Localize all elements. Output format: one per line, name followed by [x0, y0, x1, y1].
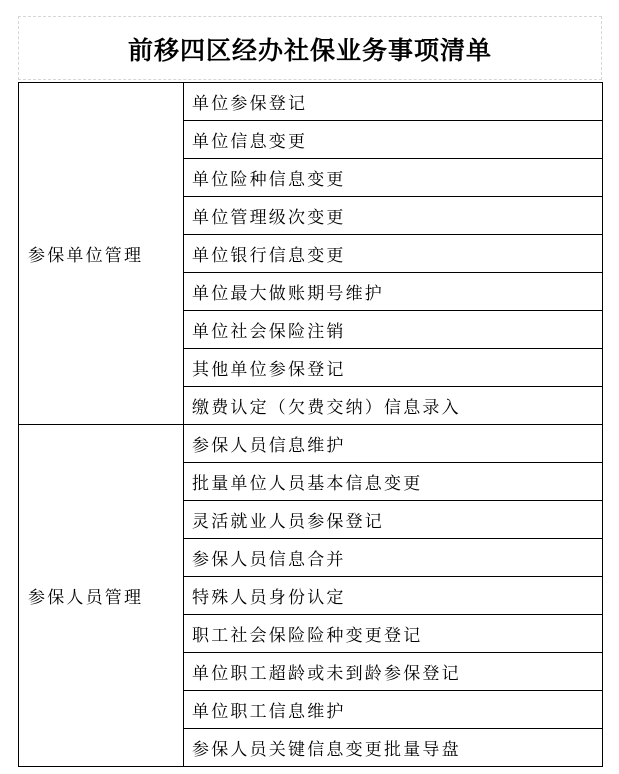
item-cell: 参保人员信息合并: [184, 539, 603, 577]
item-cell: 单位社会保险注销: [184, 311, 603, 349]
service-items-table: [18, 82, 603, 767]
page-title: 前移四区经办社保业务事项清单: [127, 36, 492, 65]
item-cell: 职工社会保险险种变更登记: [184, 615, 603, 653]
item-cell: 单位职工超龄或未到龄参保登记: [184, 653, 603, 691]
item-cell: 特殊人员身份认定: [184, 577, 603, 615]
category-cell-personnel: 参保人员管理: [19, 425, 184, 767]
item-cell: 单位最大做账期号维护: [184, 273, 603, 311]
item-cell: 单位管理级次变更: [184, 197, 603, 235]
item-cell: 灵活就业人员参保登记: [184, 501, 603, 539]
title-box: [18, 16, 602, 80]
item-cell: 批量单位人员基本信息变更: [184, 463, 603, 501]
item-cell: 单位参保登记: [184, 83, 603, 121]
item-cell: 其他单位参保登记: [184, 349, 603, 387]
item-cell: 单位职工信息维护: [184, 691, 603, 729]
item-cell: 单位险种信息变更: [184, 159, 603, 197]
table-row: [19, 83, 603, 121]
item-cell: 单位信息变更: [184, 121, 603, 159]
category-cell-unit: 参保单位管理: [19, 83, 184, 425]
item-cell: 参保人员关键信息变更批量导盘: [184, 729, 603, 767]
item-cell: 缴费认定（欠费交纳）信息录入: [184, 387, 603, 425]
item-cell: 单位银行信息变更: [184, 235, 603, 273]
table-row: [19, 425, 603, 463]
item-cell: 参保人员信息维护: [184, 425, 603, 463]
